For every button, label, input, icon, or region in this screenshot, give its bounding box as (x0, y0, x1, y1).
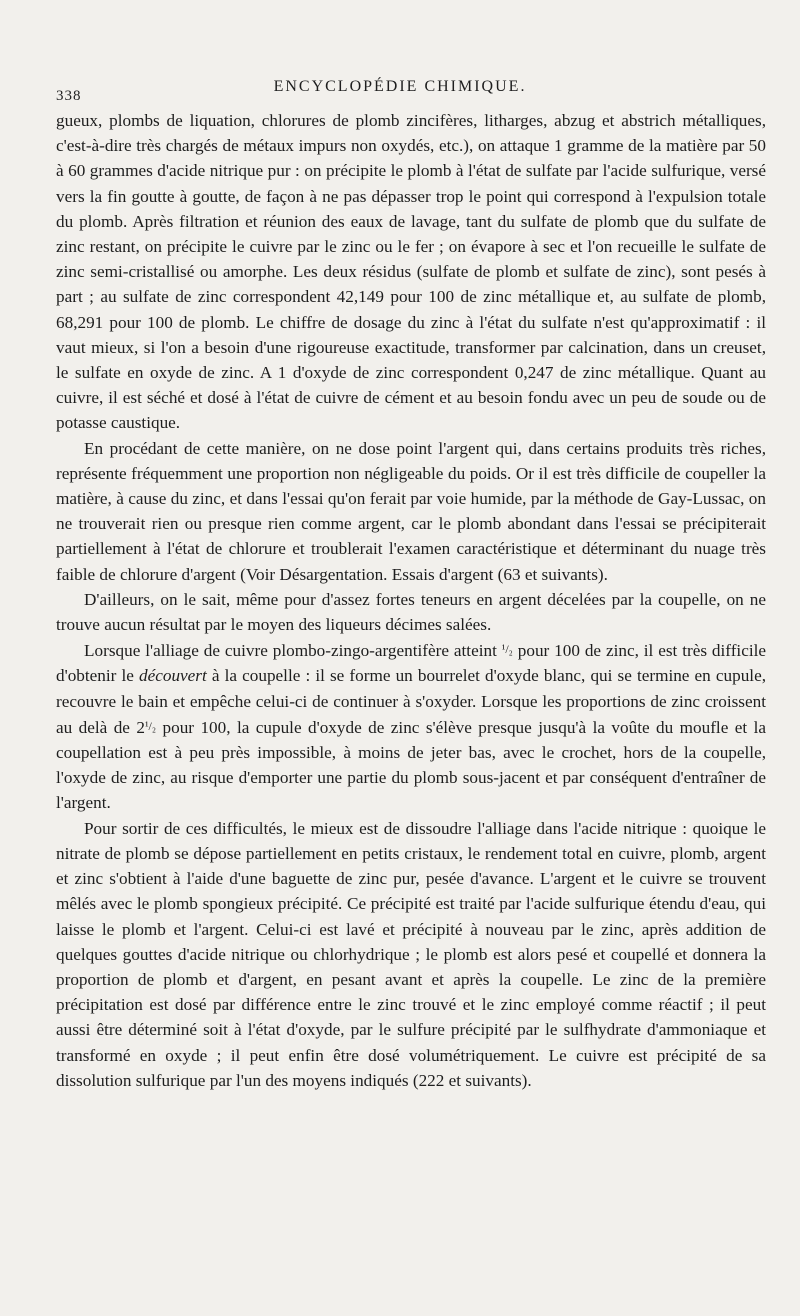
paragraph-1: gueux, plombs de liquation, chlorures de plomb zincifères, litharges, abzug et abstrich métalliques, c'est-à-dire très chargés de métaux impurs non oxydés, etc.), on attaque 1 gramme de la matière par 50 à 60 grammes d'acide nitrique pur : on précipite le plomb à l'état de sulfate par l'acide sulfurique, versé vers la fin goutte à goutte, de façon à ne pas dépasser trop le point qui correspond à l'expulsion totale du plomb. Après filtration et réunion des eaux de lavage, tant du sulfate de plomb que du sulfate de zinc restant, on précipite le cuivre par le zinc ou le fer ; on évapore à sec et l'on recueille le sulfate de zinc semi-cristallisé ou amorphe. Les deux résidus (sulfate de plomb et sulfate de zinc), sont pesés à part ; au sulfate de zinc correspondent 42,149 pour 100 de zinc métallique et, au sulfate de plomb, 68,291 pour 100 de plomb. Le chiffre de dosage du zinc à l'état du sulfate n'est qu'approximatif : il vaut mieux, si l'on a besoin d'une rigoureuse exactitude, transformer par calcination, dans un creuset, le sulfate en oxyde de zinc. A 1 d'oxyde de zinc correspondent 0,247 de zinc métallique. Quant au cuivre, il est séché et dosé à l'état de cuivre de cément et au besoin fondu avec un peu de soude ou de potasse caustique. (56, 111, 766, 433)
paragraph-2: En procédant de cette manière, on ne dose point l'argent qui, dans certains produits très riches, représente fréquemment une proportion non négligeable du poids. Or il est très difficile de coupeller la matière, à cause du zinc, et dans l'essai qu'on ferait par voie humide, par la méthode de Gay-Lussac, on ne trouverait rien ou presque rien comme argent, car le plomb abondant dans l'essai se précipiterait partiellement à l'état de chlorure et troublerait l'examen caractéristique et déterminant du nuage très faible de chlorure d'argent (Voir Désargentation. Essais d'argent (63 et suivants). (56, 438, 766, 584)
fraction-half-2: ¹/₂ (144, 718, 157, 733)
paragraph-4-part-4: pour 100, la cupule d'oxyde de zinc s'élève presque jusqu'à la voûte du moufle et la coupellation est à peu près impossible, à moins de jeter bas, avec le crochet, hors de la coupelle, l'oxyde de zinc, au risque d'emporter une partie du plomb sous-jacent et par conséquent d'entraîner de l'argent. (56, 717, 766, 813)
running-head: ENCYCLOPÉDIE CHIMIQUE. (273, 78, 527, 95)
paragraph-3: D'ailleurs, on le sait, même pour d'assez fortes teneurs en argent décelées par la coupelle, on ne trouve aucun résultat par le moyen des liqueurs décimes salées. (56, 589, 766, 635)
body-text (56, 108, 766, 1093)
paragraph-4-part-3: à la coupelle : il se forme un bourrelet d'oxyde blanc, qui se termine en cupule, recouvre le bain et empêche celui-ci de continuer à s'oxyder. Lorsque les proportions de zinc croissent au delà de 2 (56, 666, 766, 737)
page-number: 338 (56, 88, 82, 104)
italic-term-decouvert: découvert (139, 666, 207, 686)
paragraph-4-part-2: pour 100 de zinc, il est très difficile d'obtenir le (56, 641, 766, 686)
fraction-half-1: ¹/₂ (501, 642, 513, 657)
paragraph-4 (56, 637, 766, 815)
paragraph-5: Pour sortir de ces difficultés, le mieux est de dissoudre l'alliage dans l'acide nitrique : quoique le nitrate de plomb se dépose partiellement en petits cristaux, le rendement total en cuivre, plomb, argent et zinc s'obtient à l'aide d'une baguette de zinc pur, pesée d'avance. L'argent et le cuivre se trouvent mêlés avec le plomb spongieux précipité. Ce précipité est traité par l'acide sulfurique étendu d'eau, qui laisse le plomb et l'argent. Celui-ci est lavé et précipité à nouveau par le zinc, après addition de quelques gouttes d'acide nitrique ou chlorhydrique ; le plomb est alors pesé et coupellé et donnera la proportion de plomb et d'argent, en pesant avant et après la coupelle. Le zinc de la première précipitation est dosé par différence entre le zinc trouvé et le zinc employé comme réactif ; il peut aussi être déterminé soit à l'état d'oxyde, par le sulfure précipité par le sulfhydrate d'ammoniaque et transformé en oxyde ; il peut enfin être dosé volumétriquement. Le cuivre est précipité de sa dissolution sulfurique par l'un des moyens indiqués (222 et suivants). (56, 818, 766, 1090)
paragraph-4-part-1: Lorsque l'alliage de cuivre plombo-zingo-argentifère atteint (84, 641, 502, 661)
